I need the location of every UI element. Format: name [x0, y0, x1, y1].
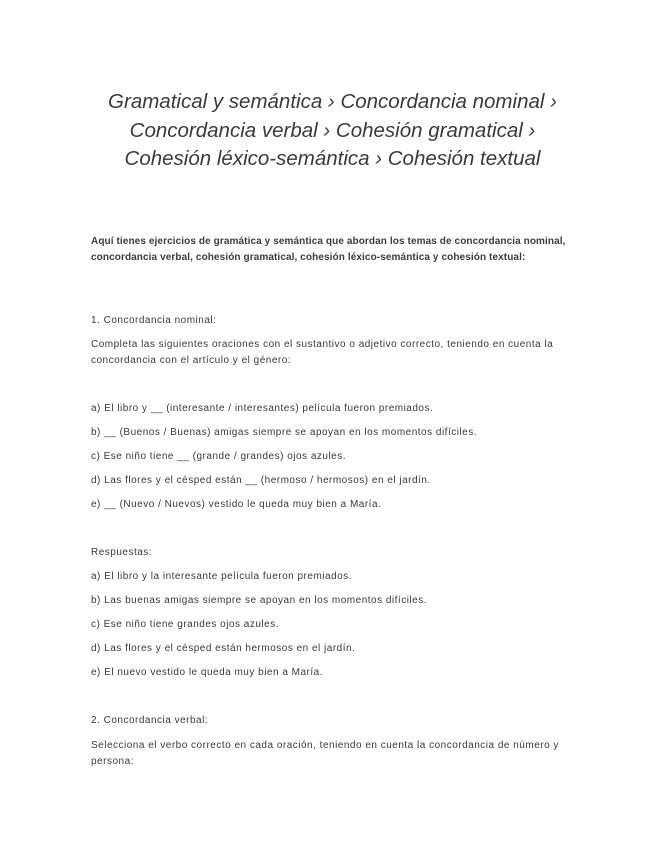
- section-2-heading: 2. Concordancia verbal:: [91, 715, 209, 726]
- answers-label: Respuestas:: [91, 547, 153, 558]
- answer-item: b) Las buenas amigas siempre se apoyan en los momentos difíciles.: [91, 595, 427, 606]
- exercise-item: c) Ese niño tiene __ (grande / grandes) ojos azules.: [91, 451, 347, 462]
- exercise-item: d) Las flores y el césped están __ (hermoso / hermosos) en el jardín.: [91, 475, 431, 486]
- exercise-item: b) __ (Buenos / Buenas) amigas siempre se apoyan en los momentos difíciles.: [91, 427, 478, 438]
- answer-item: e) El nuevo vestido le queda muy bien a María.: [91, 667, 324, 678]
- intro-paragraph: Aquí tienes ejercicios de gramática y semántica que abordan los temas de concordancia nominal, concordancia verbal, cohesión gramatical, cohesión léxico-semántica y cohesión textual:: [91, 236, 566, 263]
- section-1-instructions: Completa las siguientes oraciones con el sustantivo o adjetivo correcto, teniendo en cuenta la concordancia con el artículo y el género:: [91, 339, 554, 366]
- section-2-instructions: Selecciona el verbo correcto en cada oración, teniendo en cuenta la concordancia de número y persona:: [91, 740, 559, 767]
- document-title: Gramatical y semántica › Concordancia nominal › Concordancia verbal › Cohesión gramatical › Cohesión léxico-semántica › Cohesión textual: [108, 90, 557, 170]
- answer-item: d) Las flores y el césped están hermosos en el jardín.: [91, 643, 356, 654]
- exercise-item: a) El libro y __ (interesante / interesantes) película fueron premiados.: [91, 403, 434, 414]
- answer-item: a) El libro y la interesante película fueron premiados.: [91, 571, 352, 582]
- answer-item: c) Ese niño tiene grandes ojos azules.: [91, 619, 279, 630]
- exercise-item: e) __ (Nuevo / Nuevos) vestido le queda muy bien a María.: [91, 499, 382, 510]
- section-1-heading: 1. Concordancia nominal:: [91, 315, 217, 326]
